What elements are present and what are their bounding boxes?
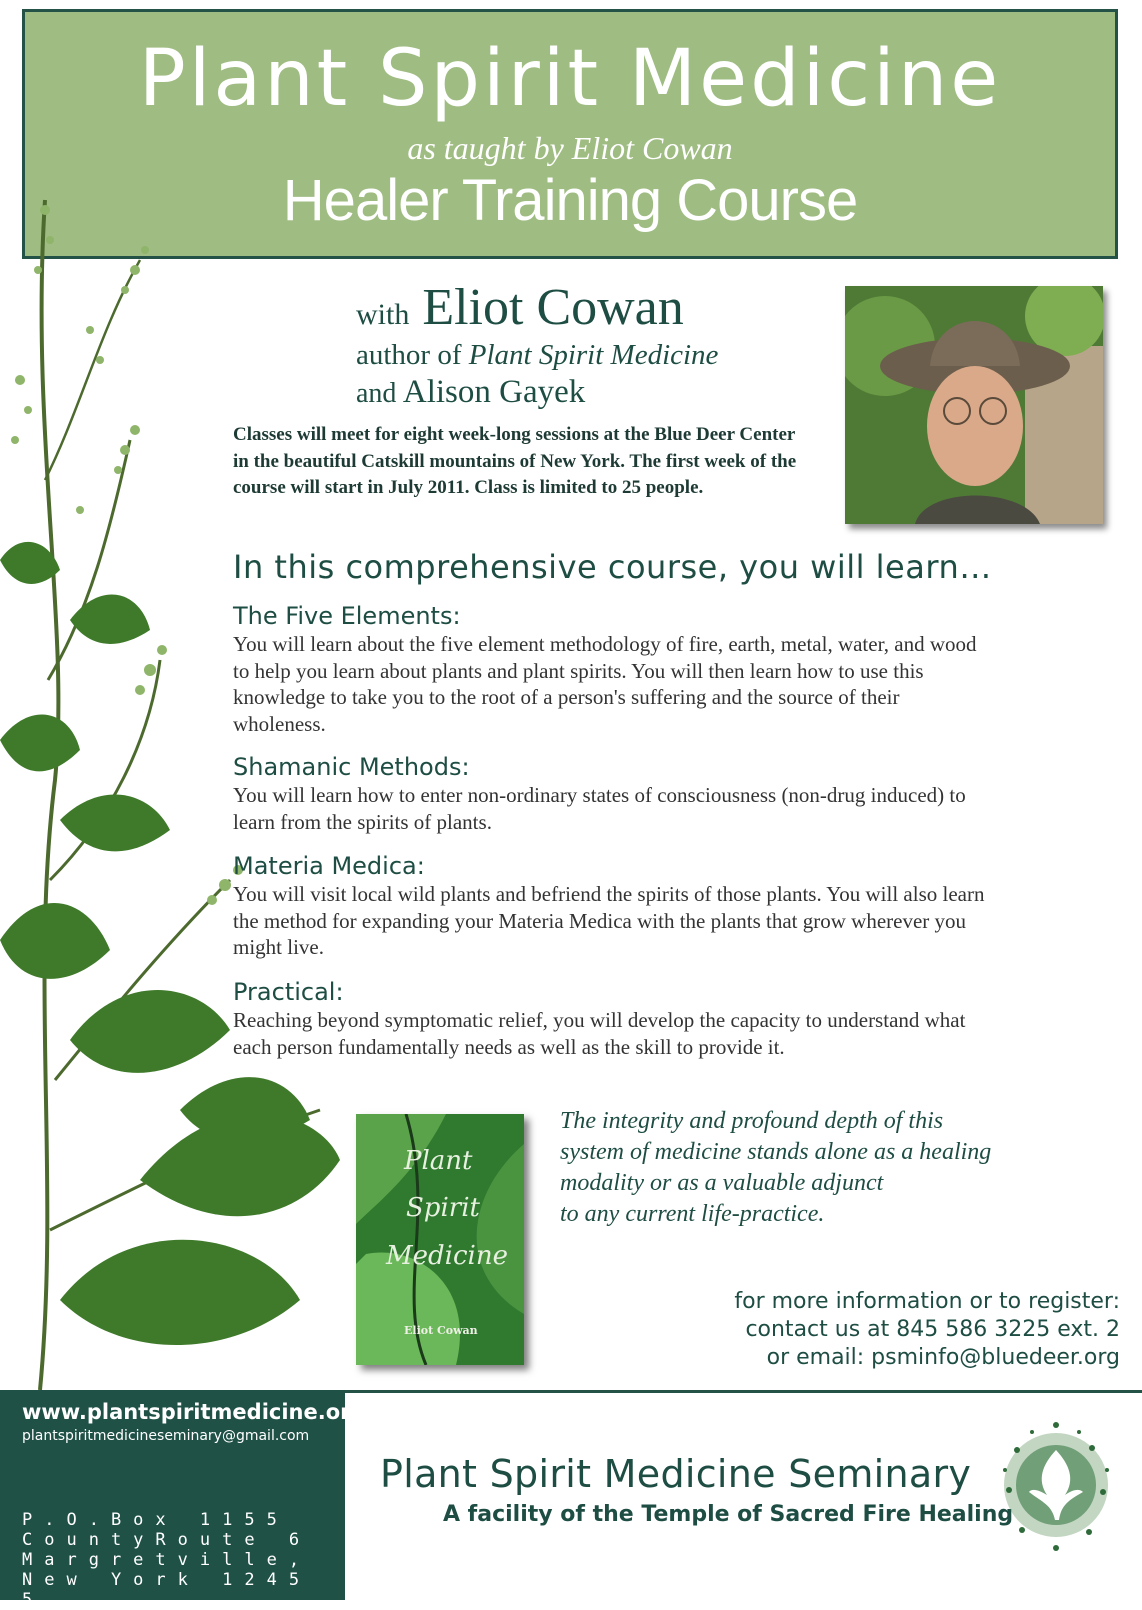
section-body: You will learn about the five element methodology of fire, earth, metal, water, and wood to help you learn about plants and plant spirits. You will then learn how to use this knowledge to take you to the root of a person's suffering and the source of their wholeness.	[233, 632, 977, 736]
book-cover-title-3: Medicine	[386, 1241, 508, 1271]
book-cover-art	[356, 1114, 524, 1365]
email-link[interactable]: plantspiritmedicineseminary@gmail.com	[22, 1428, 310, 1444]
quote-line: modality or as a valuable adjunct	[560, 1170, 884, 1196]
quote-line: to any current life-practice.	[560, 1201, 825, 1227]
author-line	[356, 340, 718, 372]
author-book-title: Plant Spirit Medicine	[468, 339, 719, 371]
presenters-block	[356, 279, 719, 410]
section-materia-medica	[233, 851, 993, 961]
author-prefix: author of	[356, 339, 462, 371]
book-cover-title-2: Spirit	[406, 1193, 480, 1223]
and-word: and	[356, 377, 397, 409]
contact-phone: contact us at 845 586 3225 ext. 2	[745, 1317, 1120, 1342]
section-title: The Five Elements:	[233, 602, 461, 630]
section-five-elements	[233, 601, 993, 737]
lead-presenter-name: Eliot Cowan	[422, 279, 684, 336]
lead-presenter	[356, 279, 718, 336]
contact-email: or email: psminfo@bluedeer.org	[766, 1345, 1120, 1370]
footer-contact-panel	[0, 1390, 366, 1610]
quote-line: The integrity and profound depth of this	[560, 1108, 944, 1134]
section-title: Practical:	[233, 978, 344, 1006]
book-cover	[356, 1114, 524, 1365]
quote-line: system of medicine stands alone as a healing	[560, 1139, 992, 1165]
page-title: Plant Spirit Medicine	[138, 34, 1002, 124]
quote-block	[560, 1106, 1060, 1230]
co-presenter	[356, 374, 718, 410]
seminary-name: Plant Spirit Medicine Seminary	[380, 1452, 972, 1496]
section-practical	[233, 977, 993, 1060]
presenter-photo	[845, 286, 1103, 524]
section-body: Reaching beyond symptomatic relief, you will develop the capacity to understand what each person fundamentally needs as well as the skill to provide it.	[233, 1008, 966, 1059]
section-body: You will learn how to enter non-ordinary states of consciousness (non-drug induced) to learn from the spirits of plants.	[233, 783, 966, 834]
mailing-address: P.O.Box 1155 CountyRoute 6 Margretville, New York 12455	[22, 1510, 312, 1610]
with-word: with	[356, 298, 410, 331]
leaf-flame-logo-icon	[997, 1410, 1115, 1560]
section-title: Shamanic Methods:	[233, 753, 470, 781]
co-presenter-name: Alison Gayek	[402, 373, 586, 410]
section-shamanic-methods	[233, 752, 993, 835]
section-body: You will visit local wild plants and befriend the spirits of those plants. You will also learn the method for expanding your Materia Medica with the plants that grow wherever you might live.	[233, 882, 985, 959]
course-title: Healer Training Course	[282, 168, 858, 233]
intro-paragraph: Classes will meet for eight week-long sessions at the Blue Deer Center in the beautiful Catskill mountains of New York. The first week of the course will start in July 2011. Class is limited to 25 people.	[233, 424, 797, 498]
book-cover-author: Eliot Cowan	[404, 1324, 478, 1337]
book-cover-title-1: Plant	[404, 1146, 473, 1176]
section-title: Materia Medica:	[233, 852, 425, 880]
contact-block	[734, 1288, 1120, 1372]
page-subtitle: as taught by Eliot Cowan	[407, 130, 733, 166]
website-link[interactable]: www.plantspiritmedicine.org	[22, 1400, 366, 1424]
contact-line: for more information or to register:	[734, 1289, 1120, 1314]
learn-heading: In this comprehensive course, you will learn…	[233, 548, 992, 586]
facility-tagline: A facility of the Temple of Sacred Fire Healing	[443, 1502, 1014, 1527]
